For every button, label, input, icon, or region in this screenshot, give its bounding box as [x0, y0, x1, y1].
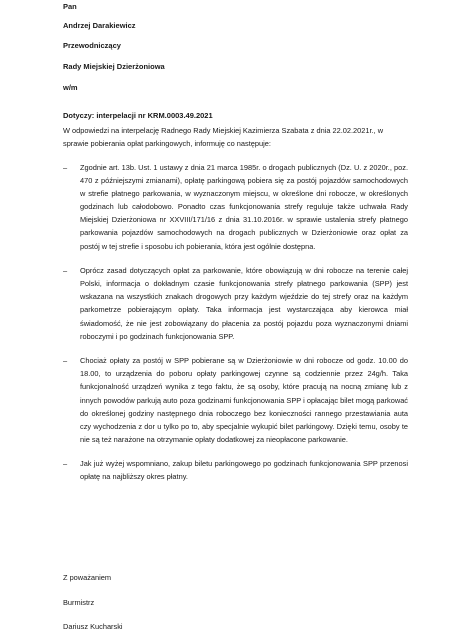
- addressee-location: w/m: [63, 83, 78, 92]
- addressee-salutation: Pan: [63, 2, 77, 11]
- list-item-text: Zgodnie art. 13b. Ust. 1 ustawy z dnia 21 marca 1985r. o drogach publicznych (Dz. U. z 2020r., poz. 470 z późniejszymi zmianami), opłatę parkingową pobiera się za postój pojazdów samochodowych w strefie płatnego parkowania, w wyznaczonym miejscu, w określone dni robocze, w określonych godzinach lub całodobowo. Ponadto czas funkcjonowania strefy reguluje także uchwała Rady Miejskiej Dzierżoniowa nr XXVIII/171/16 z dnia 31.10.2016r. w sprawie ustalenia strefy płatnego parkowania pojazdów samochodowych na drogach publicznych w Dzierżoniowie oraz opłat za postój w tej strefie i sposobu ich pobierania, która jest ogólnie dostępna.: [80, 163, 408, 251]
- addressee-role: Przewodniczący: [63, 41, 121, 50]
- list-item: [63, 457, 408, 483]
- list-item: [63, 354, 408, 446]
- addressee-name: Andrzej Darakiewicz: [63, 21, 136, 30]
- signatory-name: Dariusz Kucharski: [63, 622, 123, 631]
- list-item-text: Chociaż opłaty za postój w SPP pobierane są w Dzierżoniowie w dni robocze od godz. 10.00 do 18.00, to urządzenia do poboru opłaty parkingowej czynne są codziennie przez 24g/h. Taka funkcjonalność urządzeń wynika z tego faktu, że są osoby, które pracują na nocną zmianę lub z innych powodów parkują auto poza godzinami funkcjonowania SPP i opłacając bilet mogą parkować do określonej godziny następnego dnia roboczego bez konieczności rannego przestawiania auta czy wychodzenia z dor u tylko po to, aby specjalnie wykupić bilet parkingowy. Dzięki temu, osoby te nie są też narażone na otrzymanie opłaty dodatkowej za nieopłacone parkowanie.: [80, 356, 408, 444]
- bullet-dash: –: [63, 459, 68, 469]
- bullet-dash: –: [63, 266, 68, 276]
- list-item: [63, 264, 408, 343]
- addressee-body: Rady Miejskiej Dzierżoniowa: [63, 62, 165, 71]
- list-item-text: Oprócz zasad dotyczących opłat za parkowanie, które obowiązują w dni robocze na terenie całej Polski, informacja o dokładnym czasie funkcjonowania strefy płatnego parkowania (SPP) jest wskazana na wszystkich znakach drogowych przy każdym wjeździe do tej strefy oraz na każdym parkometrze pobierającym opłaty. Taka informacja jest wystarczająca aby kierowca miał świadomość, że nie jest zobowiązany do płacenia za postój pojazdu poza wyznaczonymi dniami roboczymi i po godzinach funkcjonowania SPP.: [80, 266, 408, 341]
- signatory-title: Burmistrz: [63, 598, 95, 607]
- bullet-dash: –: [63, 356, 68, 366]
- intro-paragraph: W odpowiedzi na interpelację Radnego Rady Miejskiej Kazimierza Szabata z dnia 22.02.2021r., w sprawie pobierania opłat parkingowych, informuję co następuje:: [63, 126, 384, 149]
- list-item-text: Jak już wyżej wspomniano, zakup biletu parkingowego po godzinach funkcjonowania SPP przenosi opłatę na najbliższy okres płatny.: [80, 459, 408, 482]
- bullet-dash: –: [63, 163, 68, 172]
- letter-subject: Dotyczy: interpelacji nr KRM.0003.49.2021: [63, 111, 213, 120]
- closing-greeting: Z poważaniem: [63, 573, 112, 582]
- response-list: [63, 161, 408, 495]
- list-item: [63, 161, 408, 253]
